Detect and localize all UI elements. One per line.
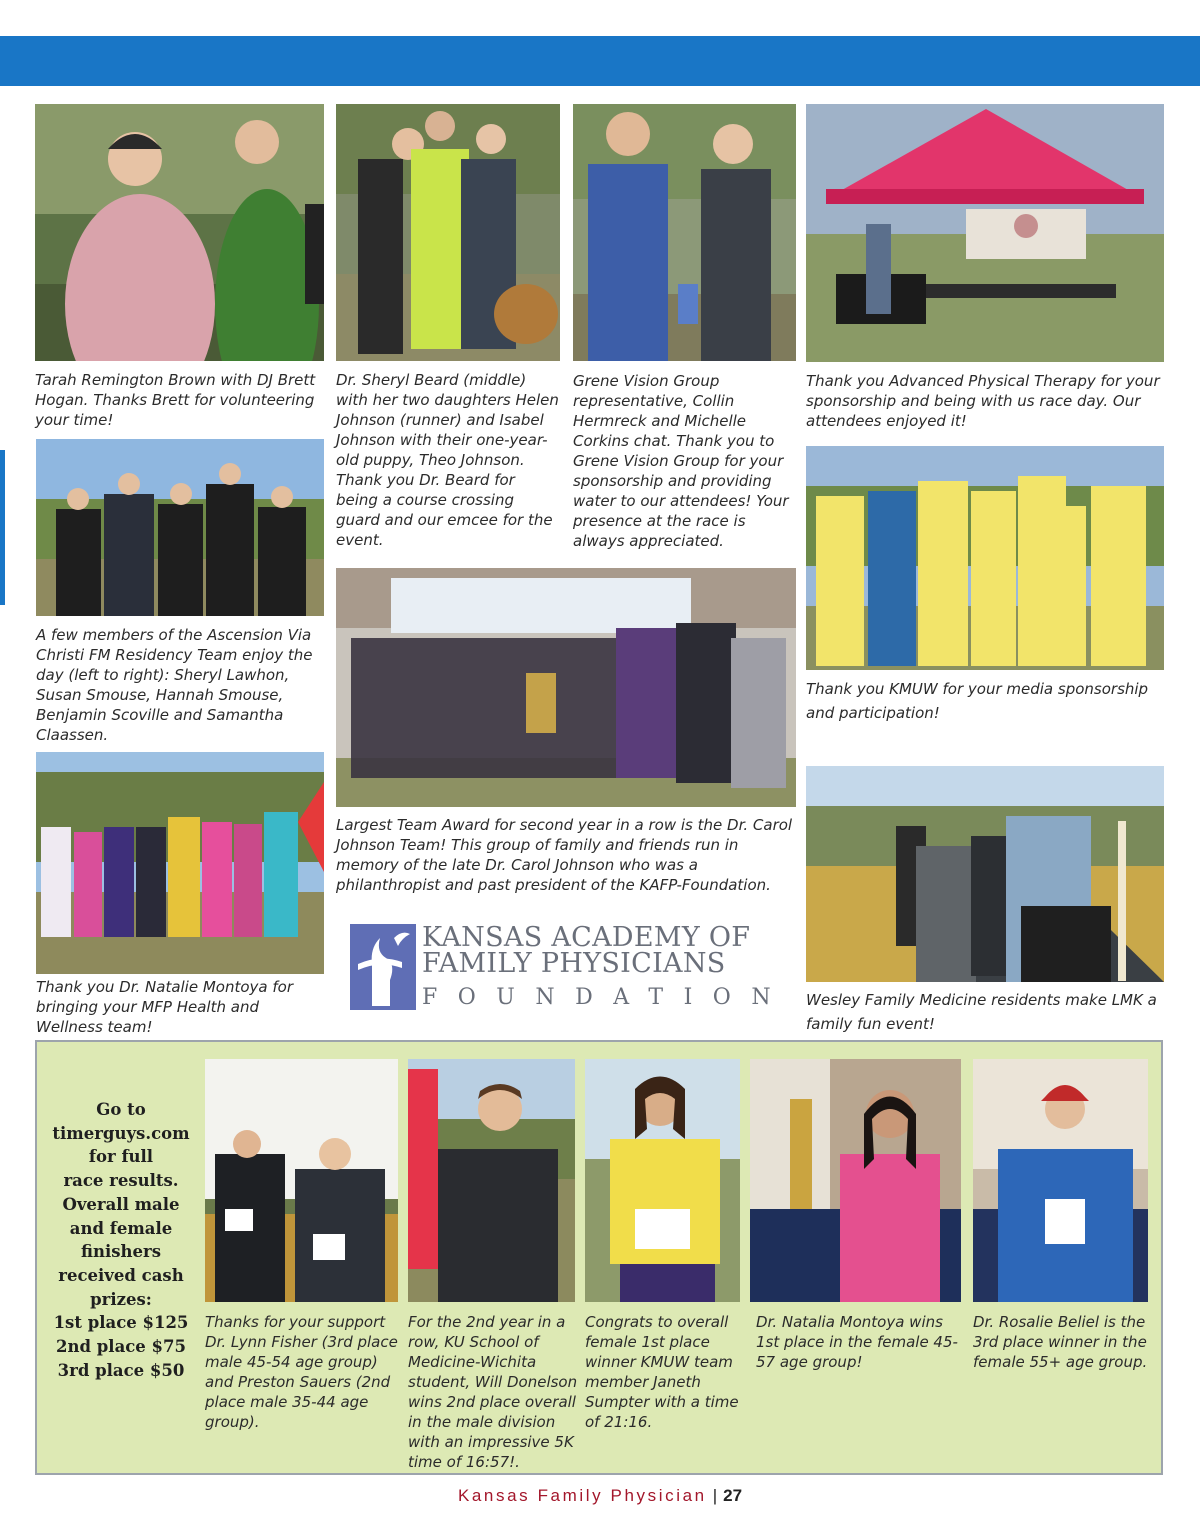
logo-line-family-physicians: FAMILY PHYSICIANS (422, 948, 726, 979)
results-line: for full (88, 1147, 154, 1167)
caption-fisher-sauers: Thanks for your support Dr. Lynn Fisher (3rd place male 45-54 age group) and Preston Sauers (2nd place male 35-44 age group). (205, 1313, 398, 1431)
logo-line-academy: KANSAS ACADEMY OF (422, 922, 751, 953)
caption-donelson: For the 2nd year in a row, KU School of Medicine-Wichita student, Will Donelson wins 2nd place overall in the male division with an impressive 5K time of 16:57!. (408, 1313, 578, 1471)
photo-montoya (750, 1059, 961, 1302)
photo-ascension-team (36, 439, 324, 616)
edge-tab (0, 450, 5, 605)
photo-advanced-pt (806, 104, 1164, 362)
results-text (50, 1098, 192, 1382)
prize-first: 1st place $125 (53, 1313, 189, 1333)
kafp-flame-icon (350, 924, 416, 1010)
photo-johnson-team (336, 568, 796, 807)
photo-beliel (973, 1059, 1148, 1302)
page-footer (0, 1485, 1200, 1507)
photo-donelson (408, 1059, 575, 1302)
photo-wesley-residents (806, 766, 1164, 982)
logo-line-foundation: FOUNDATION (422, 985, 792, 1010)
photo-sumpter (585, 1059, 740, 1302)
results-line: prizes: (90, 1289, 152, 1309)
caption-wesley: Wesley Family Medicine residents make LMK a family fun event! (806, 991, 1157, 1033)
prize-third: 3rd place $50 (57, 1360, 185, 1380)
caption-advanced-pt: Thank you Advanced Physical Therapy for your sponsorship and being with us race day. Our attendees enjoyed it! (806, 372, 1160, 430)
header-band (0, 36, 1200, 86)
photo-fisher-sauers (205, 1059, 398, 1302)
kafp-foundation-logo (350, 922, 792, 1012)
caption-grene: Grene Vision Group representative, Collin Hermreck and Michelle Corkins chat. Thank you to Grene Vision Group for your sponsorship and providing water to our attendees! Your presence at the race is always appreciated. (573, 372, 789, 550)
results-line: Go to (96, 1100, 146, 1119)
caption-sumpter: Congrats to overall female 1st place winner KMUW team member Janeth Sumpter with a time of 21:16. (585, 1313, 739, 1431)
results-line: Overall male (62, 1194, 180, 1214)
caption-ascension: A few members of the Ascension Via Christi FM Residency Team enjoy the day (left to right): Sheryl Lawhon, Susan Smouse, Hannah Smouse, Benjamin Scoville and Samantha Claassen. (36, 626, 313, 744)
page-number: 27 (723, 1486, 743, 1505)
footer-separator: | (712, 1486, 718, 1505)
photo-kmuw-runners (806, 446, 1164, 670)
caption-beliel: Dr. Rosalie Beliel is the 3rd place winner in the female 55+ age group. (973, 1313, 1148, 1371)
magazine-title: Kansas Family Physician (457, 1486, 707, 1505)
caption-montoya: Dr. Natalia Montoya wins 1st place in the female 45-57 age group! (756, 1313, 958, 1371)
results-line: and female (69, 1218, 173, 1238)
caption-beard: Dr. Sheryl Beard (middle) with her two daughters Helen Johnson (runner) and Isabel Johnson with their one-year-old puppy, Theo Johnson. Thank you Dr. Beard for being a course crossing guard and our emcee for the event. (336, 371, 559, 549)
prize-second: 2nd place $75 (56, 1337, 186, 1357)
results-line: finishers (80, 1242, 162, 1262)
results-line: received cash (58, 1265, 184, 1285)
caption-kmuw: Thank you KMUW for your media sponsorship and participation! (806, 680, 1149, 722)
photo-grene-vision (573, 104, 796, 361)
results-line: race results. (63, 1171, 179, 1191)
caption-brown-hogan: Tarah Remington Brown with DJ Brett Hogan. Thanks Brett for volunteering your time! (35, 371, 316, 429)
caption-largest-team: Largest Team Award for second year in a row is the Dr. Carol Johnson Team! This group of family and friends run in memory of the late Dr. Carol Johnson who was a philanthropist and past president of the KAFP-Foundation. (336, 816, 793, 894)
photo-brown-hogan (35, 104, 324, 361)
photo-beard-johnson (336, 104, 560, 361)
photo-montoya-team (36, 752, 324, 974)
results-line: timerguys.com (52, 1123, 190, 1143)
caption-montoya-team: Thank you Dr. Natalie Montoya for bringing your MFP Health and Wellness team! (36, 978, 293, 1036)
